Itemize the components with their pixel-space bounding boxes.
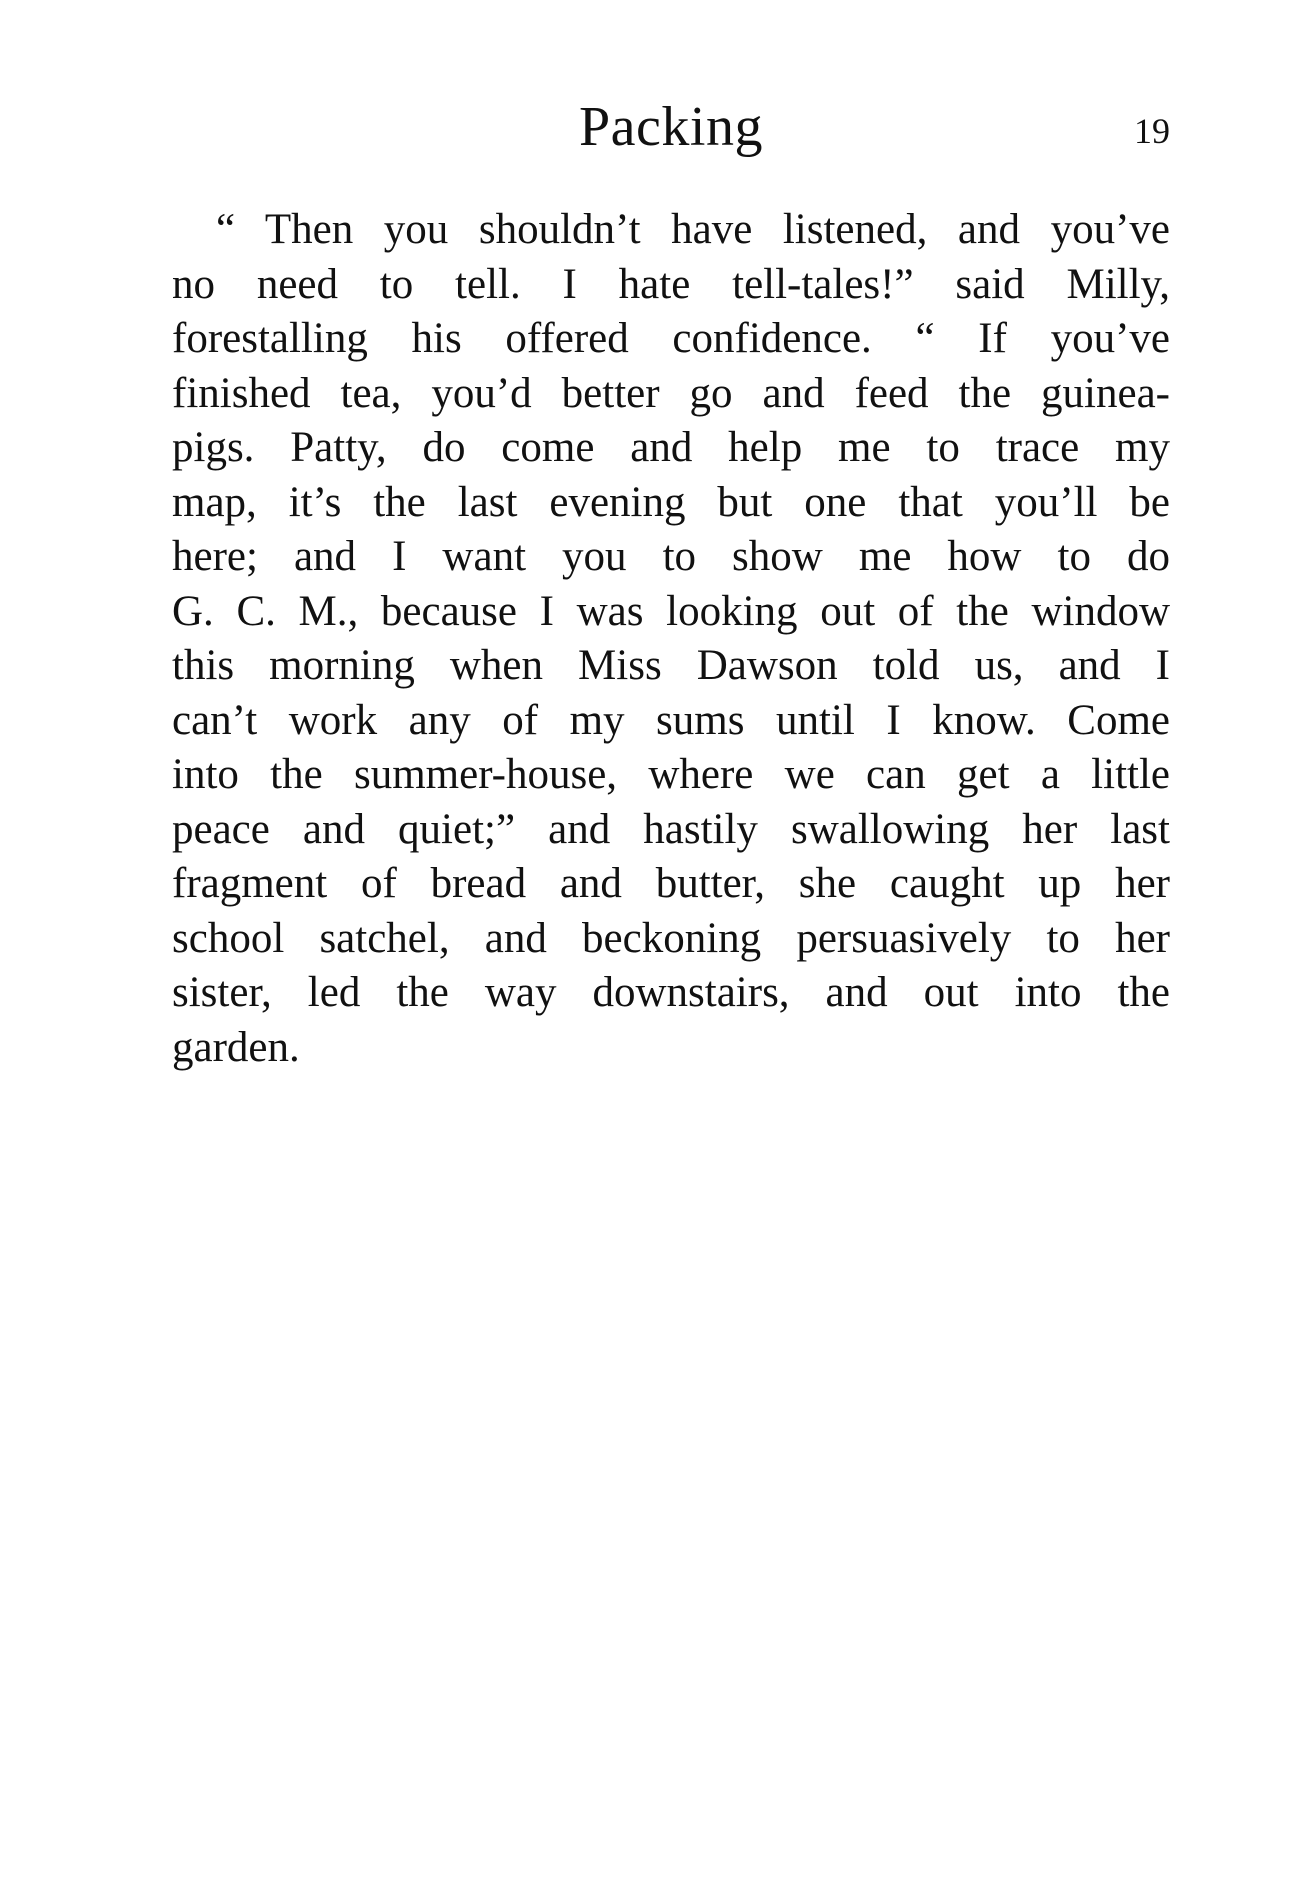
running-head xyxy=(172,92,1170,162)
page-number: 19 xyxy=(1134,111,1170,151)
paragraph xyxy=(172,203,1170,1075)
text-line: pigs. Patty, do come and help me to trace my xyxy=(172,424,1170,471)
text-line: no need to tell. I hate tell-tales!” said Milly, xyxy=(172,260,1170,308)
text-line: peace and quiet;” and hastily swallowing her last xyxy=(172,805,1170,853)
text-line: fragment of bread and butter, she caught up her xyxy=(172,860,1170,907)
text-line: can’t work any of my sums until I know. Come xyxy=(172,696,1170,744)
text-line: “ Then you shouldn’t have listened, and you’ve xyxy=(216,206,1170,253)
text-line: sister, led the way downstairs, and out into the xyxy=(172,969,1170,1016)
text-line: finished tea, you’d better go and feed the guinea- xyxy=(172,369,1170,417)
text-line: G. C. M., because I was looking out of the window xyxy=(172,587,1170,635)
text-line: here; and I want you to show me how to do xyxy=(172,533,1170,580)
text-line: this morning when Miss Dawson told us, and I xyxy=(172,642,1170,689)
text-line: map, it’s the last evening but one that you’ll be xyxy=(172,478,1170,526)
running-title: Packing xyxy=(579,96,763,158)
text-line: forestalling his offered confidence. “ If you’ve xyxy=(172,315,1170,362)
text-line: into the summer-house, where we can get a little xyxy=(172,751,1170,798)
text-line: school satchel, and beckoning persuasively to her xyxy=(172,914,1170,962)
text-line: garden. xyxy=(172,1023,300,1071)
